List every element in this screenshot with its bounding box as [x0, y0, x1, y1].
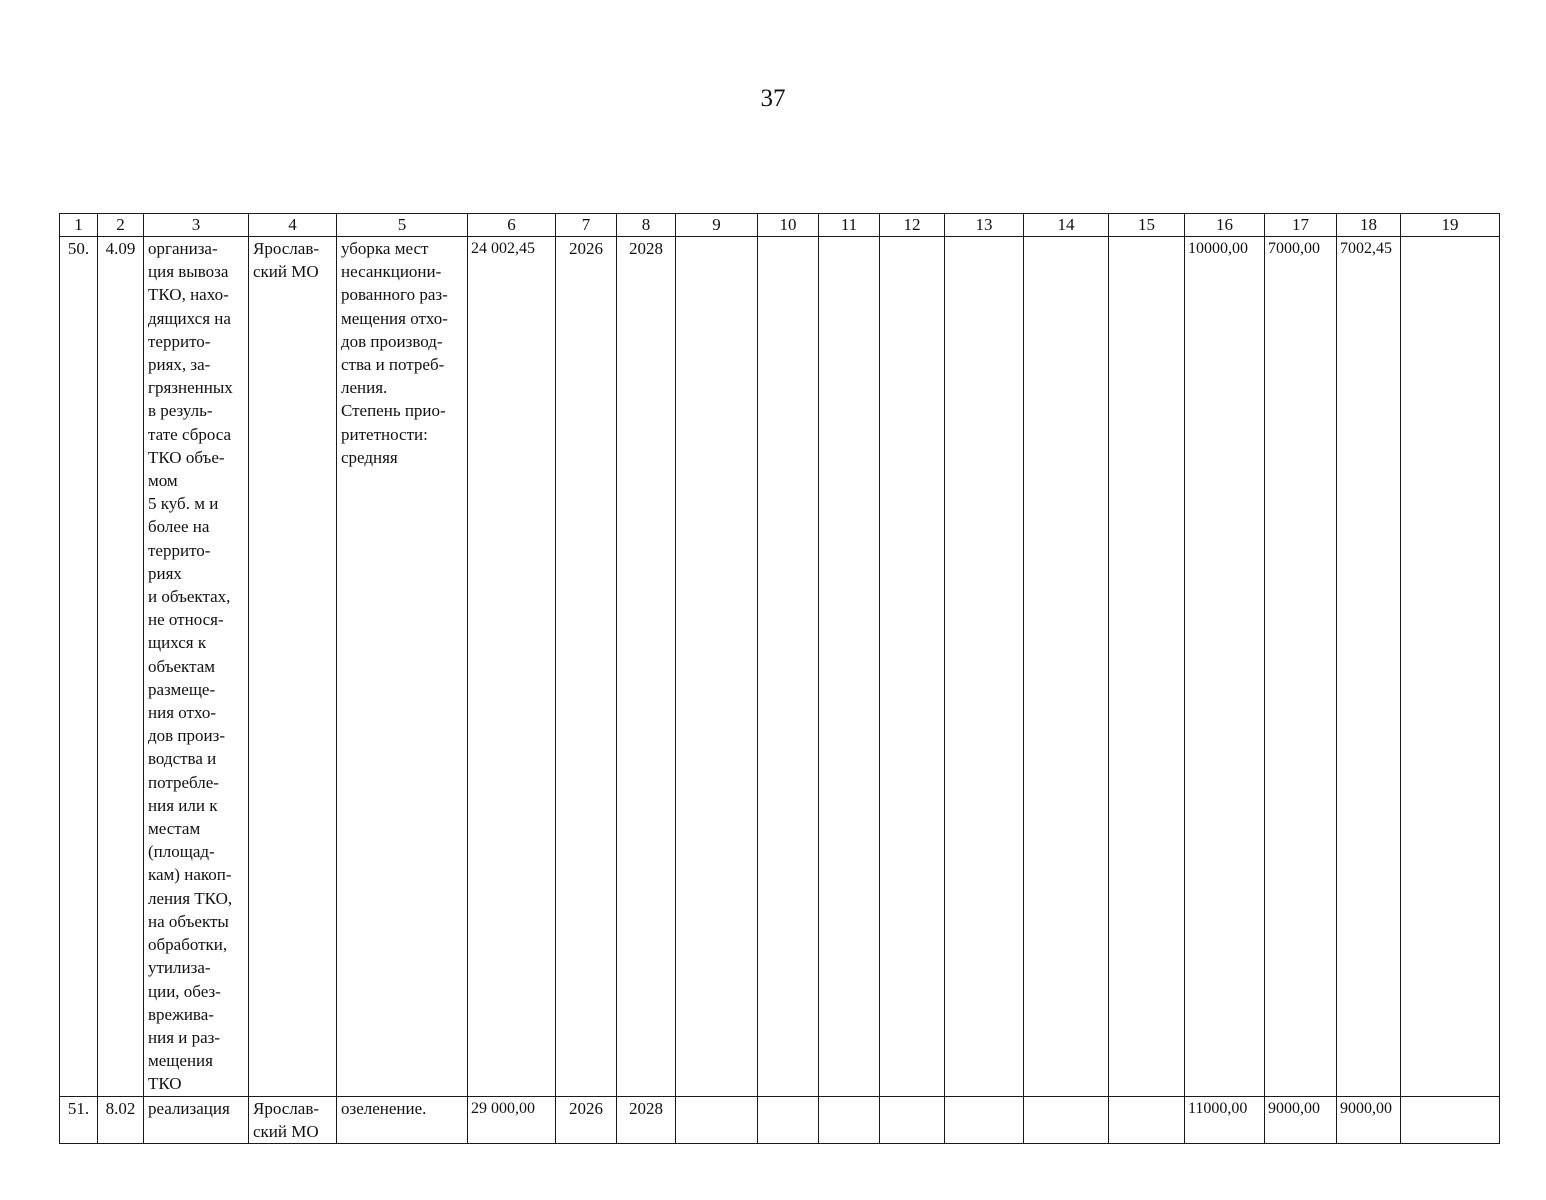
amount-col18-cell: 7002,45	[1337, 237, 1401, 1097]
empty-cell	[819, 1096, 880, 1143]
column-header: 19	[1401, 214, 1500, 237]
table-row	[60, 237, 1500, 1097]
column-header: 7	[556, 214, 617, 237]
description-text: озеленение.	[341, 1098, 427, 1118]
column-header: 16	[1185, 214, 1265, 237]
description-cell	[337, 237, 468, 1097]
empty-cell	[880, 1096, 945, 1143]
measure-name-cell	[144, 1096, 249, 1143]
column-header: 13	[945, 214, 1024, 237]
empty-cell	[676, 1096, 758, 1143]
column-header: 10	[758, 214, 819, 237]
empty-cell	[1401, 237, 1500, 1097]
table-row	[60, 1096, 1500, 1143]
column-header: 9	[676, 214, 758, 237]
column-header: 14	[1024, 214, 1109, 237]
column-header: 5	[337, 214, 468, 237]
column-header: 15	[1109, 214, 1185, 237]
start-year-cell: 2026	[556, 237, 617, 1097]
empty-cell	[1401, 1096, 1500, 1143]
measure-name-text: реализация	[148, 1098, 230, 1118]
start-year-cell: 2026	[556, 1096, 617, 1143]
empty-cell	[945, 237, 1024, 1097]
column-header: 6	[468, 214, 556, 237]
column-header: 17	[1265, 214, 1337, 237]
amount-col18-cell: 9000,00	[1337, 1096, 1401, 1143]
empty-cell	[758, 1096, 819, 1143]
municipality-text: Ярослав- ский МО	[253, 1098, 320, 1141]
total-amount-cell: 24 002,45	[468, 237, 556, 1097]
empty-cell	[1109, 1096, 1185, 1143]
column-header: 1	[60, 214, 98, 237]
column-header: 11	[819, 214, 880, 237]
amount-col17-cell: 9000,00	[1265, 1096, 1337, 1143]
row-number-cell: 51.	[60, 1096, 98, 1143]
empty-cell	[819, 237, 880, 1097]
column-header: 4	[249, 214, 337, 237]
measure-name-cell	[144, 237, 249, 1097]
empty-cell	[880, 237, 945, 1097]
amount-col17-cell: 7000,00	[1265, 237, 1337, 1097]
empty-cell	[758, 237, 819, 1097]
description-text: уборка мест несанкциони- рованного раз- мещения отхо- дов производ- ства и потреб- ления. Степень прио- ритетности: средняя	[341, 239, 448, 467]
row-number-cell: 50.	[60, 237, 98, 1097]
empty-cell	[1024, 237, 1109, 1097]
measure-name-text: организа- ция вывоза ТКО, нахо- дящихся на террито- риях, за- грязненных в резуль- тате сброса ТКО объе- мом 5 куб. м и более на террито- риях и объектах, не относя- щихся к объектам размеще- ния отхо- дов произ- водства и потребле- ния или к местам (площад- кам) накоп- ления ТКО, на объекты обработки, утилиза- ции, обез- врежива- ния и раз- мещения ТКО	[148, 239, 233, 1094]
amount-col16-cell: 11000,00	[1185, 1096, 1265, 1143]
total-amount-cell: 29 000,00	[468, 1096, 556, 1143]
column-header: 2	[98, 214, 144, 237]
empty-cell	[1109, 237, 1185, 1097]
header-row	[60, 214, 1500, 237]
description-cell	[337, 1096, 468, 1143]
empty-cell	[676, 237, 758, 1097]
column-header: 18	[1337, 214, 1401, 237]
end-year-cell: 2028	[617, 1096, 676, 1143]
municipality-cell	[249, 237, 337, 1097]
empty-cell	[1024, 1096, 1109, 1143]
column-header: 12	[880, 214, 945, 237]
end-year-cell: 2028	[617, 237, 676, 1097]
empty-cell	[945, 1096, 1024, 1143]
amount-col16-cell: 10000,00	[1185, 237, 1265, 1097]
page-number: 37	[760, 85, 786, 112]
municipality-cell	[249, 1096, 337, 1143]
data-table	[59, 213, 1500, 1144]
column-header: 8	[617, 214, 676, 237]
municipality-text: Ярослав- ский МО	[253, 239, 320, 282]
column-header: 3	[144, 214, 249, 237]
code-cell: 4.09	[98, 237, 144, 1097]
code-cell: 8.02	[98, 1096, 144, 1143]
